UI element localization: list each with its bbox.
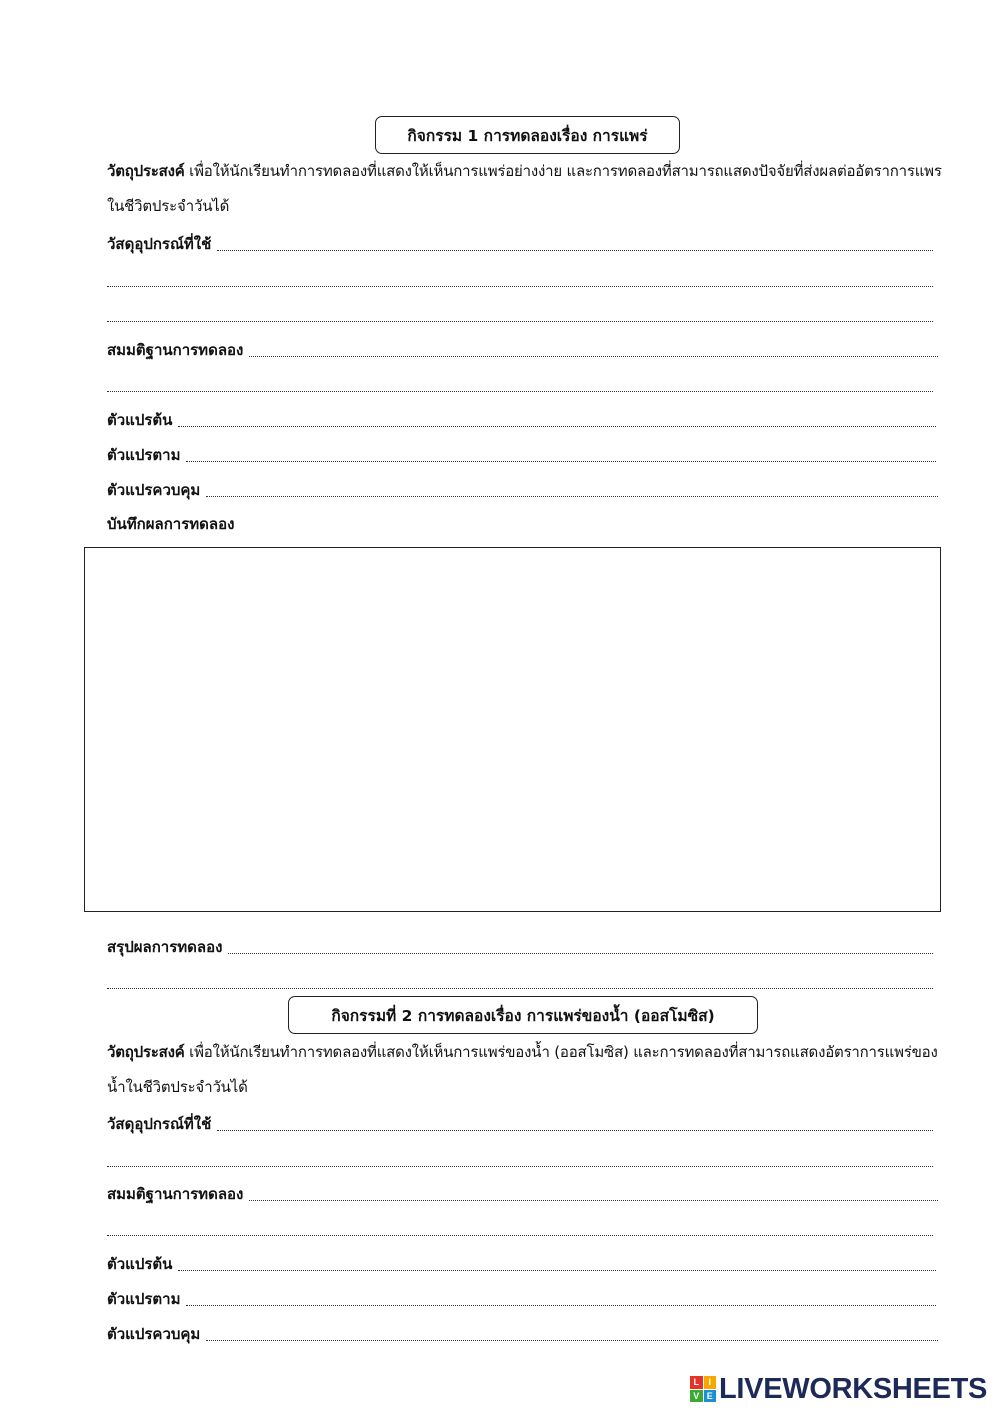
- independent-variable-label: ตัวแปรต้น: [107, 411, 173, 429]
- conclusion-label: สรุปผลการทดลอง: [107, 938, 223, 956]
- objective-text: เพื่อให้นักเรียนทำการทดลองที่แสดงให้เห็นการแพร่อย่างง่าย และการทดลองที่สามารถแสดงปัจจัยที่ส่งผลต่ออัตราการแพรในชีวิตประจำวันได้: [107, 162, 942, 215]
- record-results-row: [107, 508, 507, 536]
- controlled-variable-row: [107, 474, 938, 502]
- dependent-variable-label: ตัวแปรตาม: [107, 446, 181, 464]
- answer-line[interactable]: [206, 495, 938, 497]
- materials-label: วัสดุอุปกรณ์ที่ใช้: [107, 235, 212, 253]
- liveworksheets-logo-icon: [690, 1376, 716, 1402]
- answer-line-row: [107, 264, 933, 292]
- answer-line[interactable]: [107, 1165, 933, 1167]
- hypothesis-label: สมมติฐานการทดลอง: [107, 1185, 244, 1203]
- results-box[interactable]: [84, 547, 941, 912]
- answer-line[interactable]: [217, 249, 933, 251]
- materials-label: วัสดุอุปกรณ์ที่ใช้: [107, 1115, 212, 1133]
- answer-line[interactable]: [107, 320, 933, 322]
- controlled-variable-label: ตัวแปรควบคุม: [107, 1325, 201, 1343]
- answer-line-row: [107, 1213, 933, 1241]
- answer-line-row: [107, 1144, 933, 1172]
- hypothesis-row: [107, 1178, 938, 1206]
- record-results-label: บันทึกผลการทดลอง: [107, 515, 235, 533]
- conclusion-row: [107, 931, 933, 959]
- activity1-objective: [107, 154, 942, 224]
- answer-line[interactable]: [107, 987, 933, 989]
- liveworksheets-logo: [690, 1372, 987, 1406]
- controlled-variable-label: ตัวแปรควบคุม: [107, 481, 201, 499]
- activity1-title: กิจกรรม 1 การทดลองเรื่อง การแพร่: [375, 116, 680, 154]
- dependent-variable-label: ตัวแปรตาม: [107, 1290, 181, 1308]
- materials-row: [107, 1108, 933, 1136]
- hypothesis-row: [107, 334, 938, 362]
- dependent-variable-row: [107, 1283, 936, 1311]
- answer-line-row: [107, 299, 933, 327]
- objective-label: วัตถุประสงค์: [107, 162, 185, 180]
- logo-mark-letter: L: [690, 1376, 703, 1389]
- answer-line[interactable]: [186, 1304, 936, 1306]
- answer-line[interactable]: [206, 1339, 938, 1341]
- objective-label: วัตถุประสงค์: [107, 1043, 185, 1061]
- logo-mark-letter: V: [690, 1390, 703, 1403]
- independent-variable-row: [107, 1248, 936, 1276]
- independent-variable-label: ตัวแปรต้น: [107, 1255, 173, 1273]
- logo-mark-letter: E: [704, 1390, 717, 1403]
- answer-line[interactable]: [107, 285, 933, 287]
- answer-line[interactable]: [178, 1269, 936, 1271]
- independent-variable-row: [107, 404, 936, 432]
- activity2-title: กิจกรรมที่ 2 การทดลองเรื่อง การแพร่ของน้ำ (ออสโมซิส): [288, 996, 758, 1034]
- hypothesis-label: สมมติฐานการทดลอง: [107, 341, 244, 359]
- answer-line-row: [107, 966, 933, 994]
- answer-line[interactable]: [186, 460, 936, 462]
- materials-row: [107, 228, 933, 256]
- answer-line[interactable]: [178, 425, 936, 427]
- controlled-variable-row: [107, 1318, 938, 1346]
- objective-text: เพื่อให้นักเรียนทำการทดลองที่แสดงให้เห็นการแพร่ของน้ำ (ออสโมซิส) และการทดลองที่สามารถแสดงอัตราการแพร่ของน้ำในชีวิตประจำวันได้: [107, 1043, 938, 1096]
- liveworksheets-logo-text: LIVEWORKSHEETS: [719, 1372, 988, 1405]
- answer-line[interactable]: [228, 952, 933, 954]
- activity2-objective: [107, 1035, 942, 1105]
- dependent-variable-row: [107, 439, 936, 467]
- answer-line[interactable]: [107, 390, 933, 392]
- answer-line[interactable]: [107, 1234, 933, 1236]
- answer-line[interactable]: [249, 355, 938, 357]
- answer-line-row: [107, 369, 933, 397]
- answer-line[interactable]: [217, 1129, 933, 1131]
- logo-mark-letter: I: [704, 1376, 717, 1389]
- answer-line[interactable]: [249, 1199, 938, 1201]
